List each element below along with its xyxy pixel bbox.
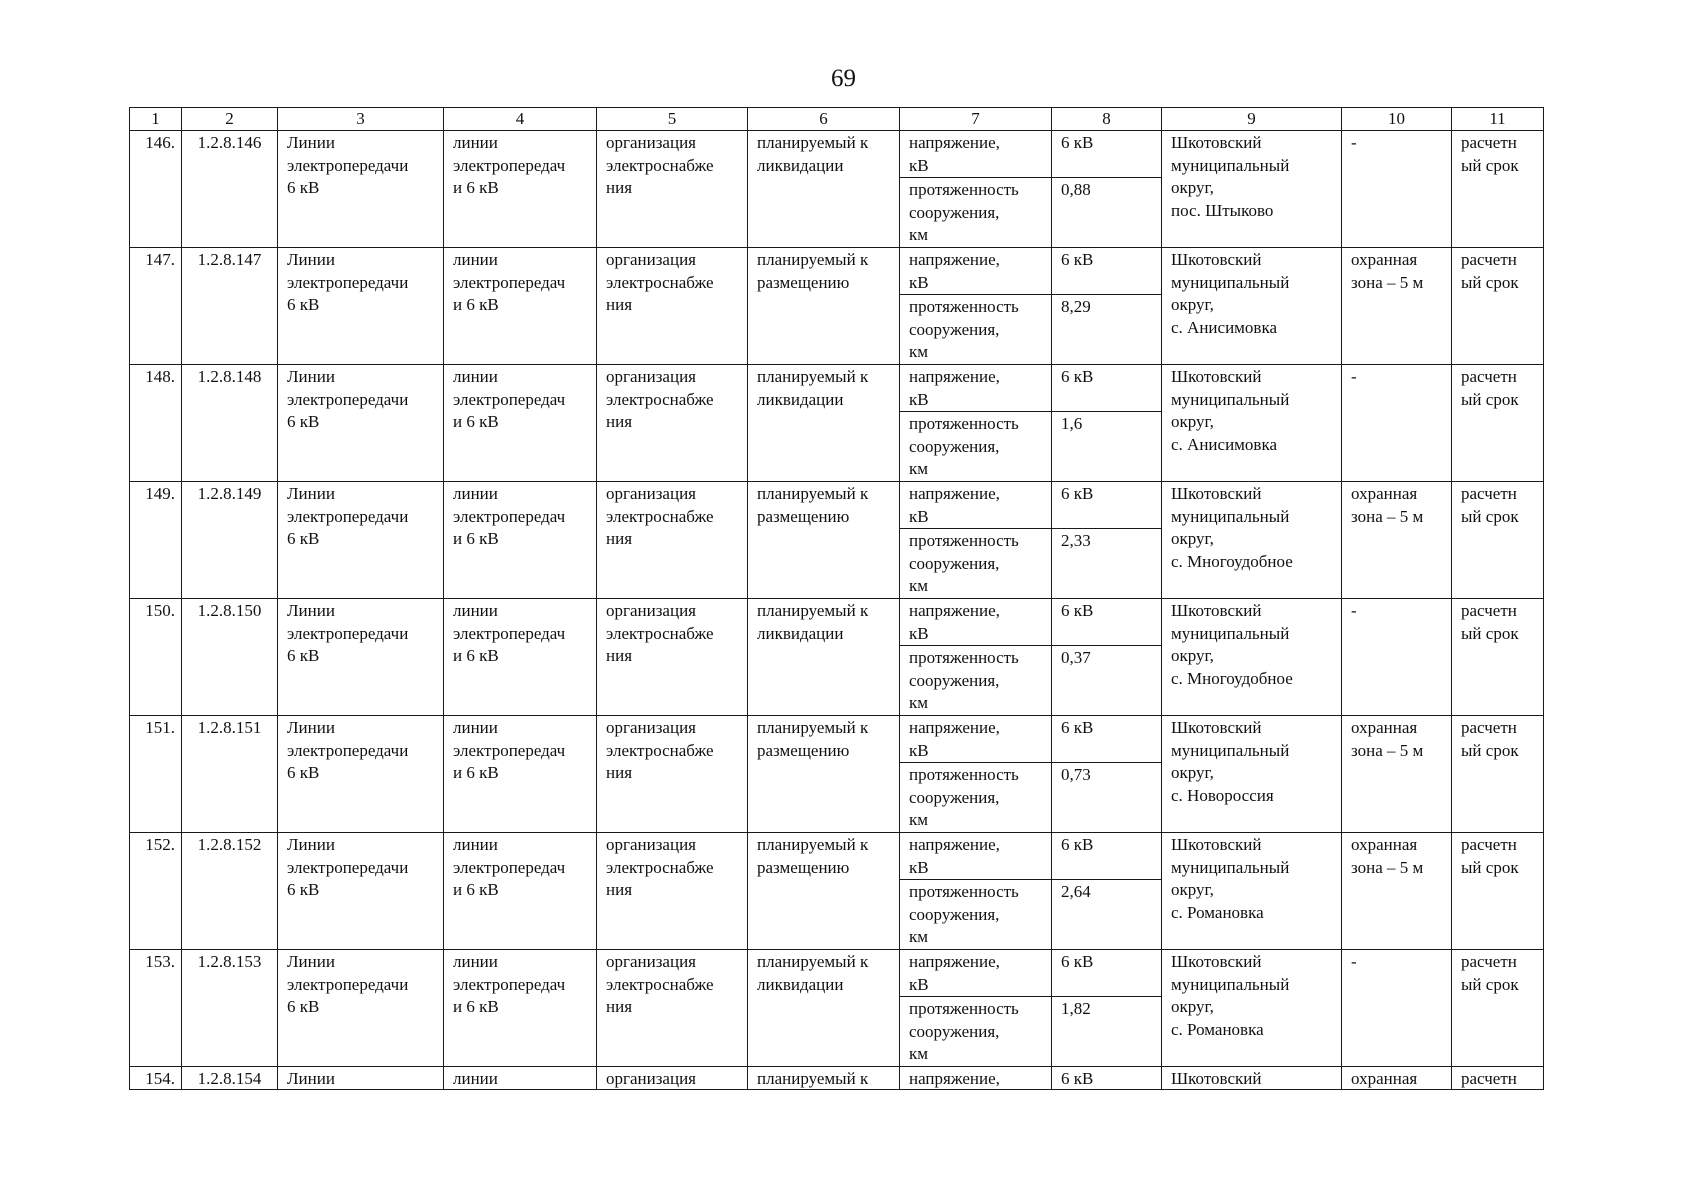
protection-zone: - bbox=[1342, 599, 1452, 716]
parameter-voltage-value: 6 кВ bbox=[1052, 716, 1162, 763]
row-number: 151. bbox=[130, 716, 182, 833]
object-name: Линии электропередачи 6 кВ bbox=[278, 131, 444, 248]
column-number: 8 bbox=[1052, 108, 1162, 131]
column-number: 9 bbox=[1162, 108, 1342, 131]
parameter-voltage-label: напряжение, кВ bbox=[900, 482, 1052, 529]
object-name: Линии электропередачи 6 кВ bbox=[278, 599, 444, 716]
object-purpose: организация электроснабже ния bbox=[597, 131, 748, 248]
parameter-voltage-label: напряжение, кВ bbox=[900, 950, 1052, 997]
parameter-voltage-label: напряжение, кВ bbox=[900, 833, 1052, 880]
object-location: Шкотовский муниципальный округ, с. Многоудобное bbox=[1162, 599, 1342, 716]
row-number: 150. bbox=[130, 599, 182, 716]
column-number: 4 bbox=[444, 108, 597, 131]
object-type: линии электропередач и 6 кВ bbox=[444, 365, 597, 482]
object-status: планируемый к ликвидации bbox=[748, 950, 900, 1067]
parameter-length-label: протяженность сооружения, км bbox=[900, 295, 1052, 365]
column-number: 6 bbox=[748, 108, 900, 131]
object-code: 1.2.8.147 bbox=[182, 248, 278, 365]
object-status: планируемый к ликвидации bbox=[748, 599, 900, 716]
object-status: планируемый к ликвидации bbox=[748, 365, 900, 482]
object-location: Шкотовский bbox=[1162, 1067, 1342, 1090]
object-location: Шкотовский муниципальный округ, с. Анисимовка bbox=[1162, 365, 1342, 482]
object-code: 1.2.8.152 bbox=[182, 833, 278, 950]
object-name: Линии электропередачи 6 кВ bbox=[278, 833, 444, 950]
parameter-length-label: протяженность сооружения, км bbox=[900, 646, 1052, 716]
object-code: 1.2.8.154 bbox=[182, 1067, 278, 1090]
implementation-term: расчетн ый срок bbox=[1452, 131, 1544, 248]
object-code: 1.2.8.149 bbox=[182, 482, 278, 599]
parameter-voltage-value: 6 кВ bbox=[1052, 482, 1162, 529]
parameter-voltage-label: напряжение, кВ bbox=[900, 248, 1052, 295]
object-name: Линии bbox=[278, 1067, 444, 1090]
object-code: 1.2.8.153 bbox=[182, 950, 278, 1067]
object-location: Шкотовский муниципальный округ, с. Новороссия bbox=[1162, 716, 1342, 833]
object-purpose: организация электроснабже ния bbox=[597, 716, 748, 833]
table-row bbox=[130, 833, 1544, 880]
object-status: планируемый к bbox=[748, 1067, 900, 1090]
parameter-length-label: протяженность сооружения, км bbox=[900, 178, 1052, 248]
object-purpose: организация электроснабже ния bbox=[597, 248, 748, 365]
row-number: 147. bbox=[130, 248, 182, 365]
row-number: 146. bbox=[130, 131, 182, 248]
implementation-term: расчетн bbox=[1452, 1067, 1544, 1090]
table-row bbox=[130, 716, 1544, 763]
object-location: Шкотовский муниципальный округ, с. Анисимовка bbox=[1162, 248, 1342, 365]
table-row bbox=[130, 131, 1544, 178]
page-number: 69 bbox=[831, 65, 856, 92]
object-location: Шкотовский муниципальный округ, пос. Штыково bbox=[1162, 131, 1342, 248]
parameter-voltage-label: напряжение, bbox=[900, 1067, 1052, 1090]
object-type: линии электропередач и 6 кВ bbox=[444, 716, 597, 833]
parameter-voltage-label: напряжение, кВ bbox=[900, 131, 1052, 178]
implementation-term: расчетн ый срок bbox=[1452, 950, 1544, 1067]
object-code: 1.2.8.148 bbox=[182, 365, 278, 482]
parameter-length-value: 2,33 bbox=[1052, 529, 1162, 599]
protection-zone: охранная зона – 5 м bbox=[1342, 716, 1452, 833]
row-number: 153. bbox=[130, 950, 182, 1067]
object-name: Линии электропередачи 6 кВ bbox=[278, 482, 444, 599]
parameter-voltage-value: 6 кВ bbox=[1052, 365, 1162, 412]
object-type: линии электропередач и 6 кВ bbox=[444, 131, 597, 248]
object-type: линии электропередач и 6 кВ bbox=[444, 248, 597, 365]
parameter-length-label: протяженность сооружения, км bbox=[900, 763, 1052, 833]
parameter-voltage-value: 6 кВ bbox=[1052, 131, 1162, 178]
parameter-voltage-value: 6 кВ bbox=[1052, 599, 1162, 646]
implementation-term: расчетн ый срок bbox=[1452, 599, 1544, 716]
object-code: 1.2.8.150 bbox=[182, 599, 278, 716]
parameter-length-label: протяженность сооружения, км bbox=[900, 997, 1052, 1067]
object-name: Линии электропередачи 6 кВ bbox=[278, 716, 444, 833]
row-number: 149. bbox=[130, 482, 182, 599]
parameter-voltage-label: напряжение, кВ bbox=[900, 365, 1052, 412]
object-code: 1.2.8.146 bbox=[182, 131, 278, 248]
parameter-voltage-label: напряжение, кВ bbox=[900, 716, 1052, 763]
object-purpose: организация электроснабже ния bbox=[597, 365, 748, 482]
protection-zone: охранная зона – 5 м bbox=[1342, 833, 1452, 950]
parameter-voltage-value: 6 кВ bbox=[1052, 1067, 1162, 1090]
table-row-partial bbox=[130, 1067, 1544, 1090]
parameter-length-label: протяженность сооружения, км bbox=[900, 529, 1052, 599]
object-status: планируемый к размещению bbox=[748, 248, 900, 365]
parameter-length-label: протяженность сооружения, км bbox=[900, 412, 1052, 482]
object-status: планируемый к ликвидации bbox=[748, 131, 900, 248]
protection-zone: охранная зона – 5 м bbox=[1342, 482, 1452, 599]
table-row bbox=[130, 365, 1544, 412]
parameter-length-value: 1,82 bbox=[1052, 997, 1162, 1067]
object-status: планируемый к размещению bbox=[748, 716, 900, 833]
column-number: 1 bbox=[130, 108, 182, 131]
registry-table bbox=[129, 107, 1544, 1090]
column-number: 11 bbox=[1452, 108, 1544, 131]
object-type: линии электропередач и 6 кВ bbox=[444, 950, 597, 1067]
table-row bbox=[130, 950, 1544, 997]
implementation-term: расчетн ый срок bbox=[1452, 482, 1544, 599]
column-number: 3 bbox=[278, 108, 444, 131]
parameter-length-value: 2,64 bbox=[1052, 880, 1162, 950]
parameter-voltage-value: 6 кВ bbox=[1052, 950, 1162, 997]
protection-zone: охранная зона – 5 м bbox=[1342, 248, 1452, 365]
object-purpose: организация электроснабже ния bbox=[597, 599, 748, 716]
object-purpose: организация электроснабже ния bbox=[597, 833, 748, 950]
column-number: 7 bbox=[900, 108, 1052, 131]
object-code: 1.2.8.151 bbox=[182, 716, 278, 833]
implementation-term: расчетн ый срок bbox=[1452, 716, 1544, 833]
table-row bbox=[130, 248, 1544, 295]
implementation-term: расчетн ый срок bbox=[1452, 833, 1544, 950]
object-type: линии электропередач и 6 кВ bbox=[444, 482, 597, 599]
parameter-voltage-value: 6 кВ bbox=[1052, 248, 1162, 295]
object-location: Шкотовский муниципальный округ, с. Романовка bbox=[1162, 950, 1342, 1067]
parameter-length-label: протяженность сооружения, км bbox=[900, 880, 1052, 950]
protection-zone: - bbox=[1342, 131, 1452, 248]
row-number: 148. bbox=[130, 365, 182, 482]
row-number: 152. bbox=[130, 833, 182, 950]
object-location: Шкотовский муниципальный округ, с. Романовка bbox=[1162, 833, 1342, 950]
column-number: 2 bbox=[182, 108, 278, 131]
object-status: планируемый к размещению bbox=[748, 482, 900, 599]
protection-zone: - bbox=[1342, 365, 1452, 482]
column-number: 5 bbox=[597, 108, 748, 131]
object-type: линии электропередач и 6 кВ bbox=[444, 833, 597, 950]
column-number-row bbox=[130, 108, 1544, 131]
object-name: Линии электропередачи 6 кВ bbox=[278, 950, 444, 1067]
parameter-voltage-label: напряжение, кВ bbox=[900, 599, 1052, 646]
object-purpose: организация bbox=[597, 1067, 748, 1090]
parameter-length-value: 0,73 bbox=[1052, 763, 1162, 833]
object-name: Линии электропередачи 6 кВ bbox=[278, 248, 444, 365]
implementation-term: расчетн ый срок bbox=[1452, 365, 1544, 482]
parameter-length-value: 8,29 bbox=[1052, 295, 1162, 365]
parameter-length-value: 0,37 bbox=[1052, 646, 1162, 716]
implementation-term: расчетн ый срок bbox=[1452, 248, 1544, 365]
object-status: планируемый к размещению bbox=[748, 833, 900, 950]
column-number: 10 bbox=[1342, 108, 1452, 131]
table-row bbox=[130, 482, 1544, 529]
object-type: линии bbox=[444, 1067, 597, 1090]
parameter-length-value: 1,6 bbox=[1052, 412, 1162, 482]
object-type: линии электропередач и 6 кВ bbox=[444, 599, 597, 716]
parameter-voltage-value: 6 кВ bbox=[1052, 833, 1162, 880]
object-name: Линии электропередачи 6 кВ bbox=[278, 365, 444, 482]
object-location: Шкотовский муниципальный округ, с. Многоудобное bbox=[1162, 482, 1342, 599]
parameter-length-value: 0,88 bbox=[1052, 178, 1162, 248]
object-purpose: организация электроснабже ния bbox=[597, 950, 748, 1067]
object-purpose: организация электроснабже ния bbox=[597, 482, 748, 599]
protection-zone: охранная bbox=[1342, 1067, 1452, 1090]
protection-zone: - bbox=[1342, 950, 1452, 1067]
row-number: 154. bbox=[130, 1067, 182, 1090]
table-row bbox=[130, 599, 1544, 646]
